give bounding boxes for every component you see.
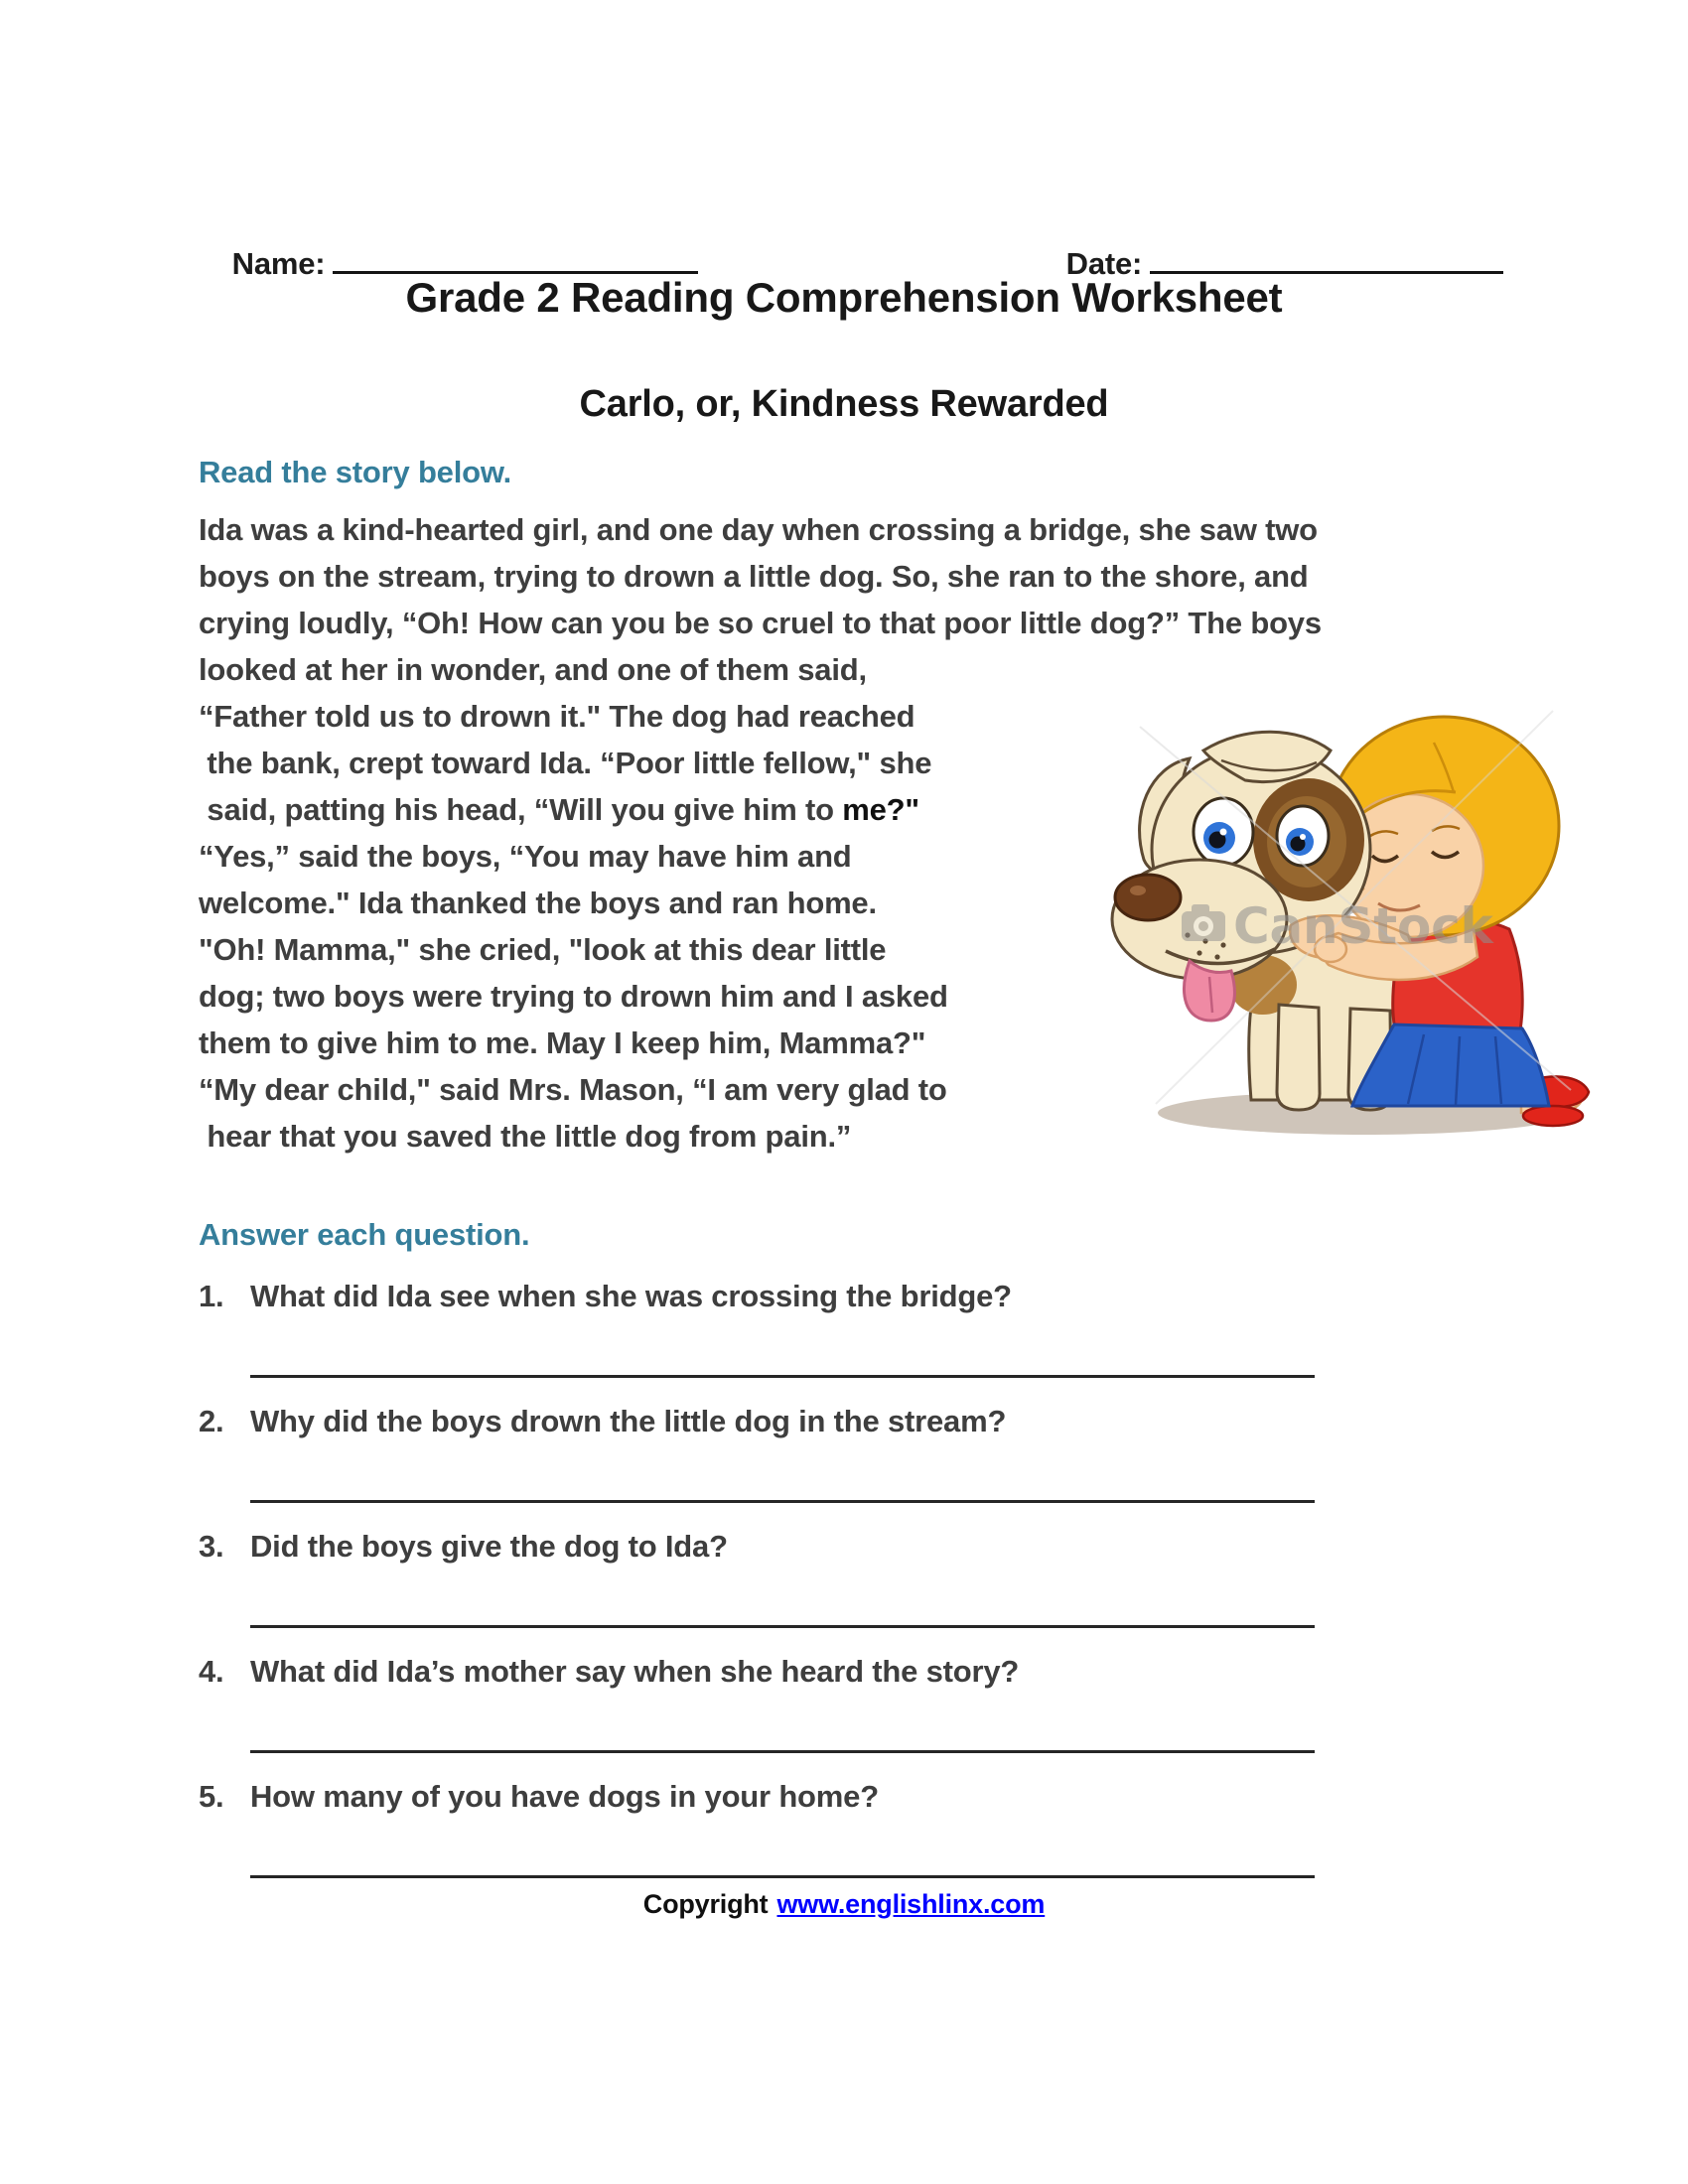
question-text: How many of you have dogs in your home? bbox=[250, 1779, 879, 1814]
story-line: “My dear child," said Mrs. Mason, “I am very glad to bbox=[199, 1072, 947, 1107]
question-item bbox=[199, 1521, 1499, 1646]
question-item bbox=[199, 1271, 1499, 1396]
question-number: 4. bbox=[199, 1654, 224, 1689]
copyright-label: Copyright bbox=[642, 1889, 769, 1919]
copyright-link[interactable]: www.englishlinx.com bbox=[776, 1889, 1046, 1919]
read-instruction: Read the story below. bbox=[199, 455, 512, 489]
question-item bbox=[199, 1646, 1499, 1771]
illustration-girl-hugging-dog bbox=[1104, 675, 1593, 1144]
question-number: 3. bbox=[199, 1529, 224, 1564]
question-item bbox=[199, 1771, 1499, 1896]
story-line: welcome." Ida thanked the boys and ran home. bbox=[199, 886, 877, 920]
girl-dog-clipart bbox=[1104, 675, 1593, 1144]
story-line: crying loudly, “Oh! How can you be so cruel to that poor little dog?” The boys bbox=[199, 606, 1322, 640]
story-line: hear that you saved the little dog from pain.” bbox=[199, 1119, 852, 1154]
story-line: the bank, crept toward Ida. “Poor little fellow," she bbox=[199, 746, 932, 780]
answer-instruction: Answer each question. bbox=[199, 1217, 530, 1252]
story-line: boys on the stream, trying to drown a little dog. So, she ran to the shore, and bbox=[199, 559, 1309, 594]
question-number: 2. bbox=[199, 1404, 224, 1438]
answer-blank-line bbox=[250, 1750, 1315, 1753]
questions-list bbox=[199, 1271, 1499, 1896]
question-text: What did Ida’s mother say when she heard the story? bbox=[250, 1654, 1020, 1689]
footer bbox=[0, 1889, 1688, 1920]
answer-blank-line bbox=[250, 1875, 1315, 1878]
question-text: Did the boys give the dog to Ida? bbox=[250, 1529, 728, 1564]
story-title: Carlo, or, Kindness Rewarded bbox=[579, 383, 1109, 425]
story-line: "Oh! Mamma," she cried, "look at this dear little bbox=[199, 932, 887, 967]
story-line: “Yes,” said the boys, “You may have him and bbox=[199, 839, 852, 874]
story-line: “Father told us to drown it." The dog had reached bbox=[199, 699, 915, 734]
name-blank-line bbox=[333, 240, 698, 274]
story-line: said, patting his head, “Will you give him to me?" bbox=[199, 792, 919, 827]
emphasized-word: me?" bbox=[842, 792, 919, 827]
date-label: Date: bbox=[1065, 246, 1143, 281]
question-text: What did Ida see when she was crossing the bridge? bbox=[250, 1279, 1012, 1313]
page-title: Grade 2 Reading Comprehension Worksheet bbox=[405, 274, 1283, 321]
story-line: looked at her in wonder, and one of them said, bbox=[199, 652, 867, 687]
question-number: 5. bbox=[199, 1779, 224, 1814]
answer-blank-line bbox=[250, 1625, 1315, 1628]
answer-blank-line bbox=[250, 1375, 1315, 1378]
story-line: dog; two boys were trying to drown him and I asked bbox=[199, 979, 948, 1014]
watermark-text: CanStock bbox=[1233, 897, 1493, 955]
question-item bbox=[199, 1396, 1499, 1521]
question-text: Why did the boys drown the little dog in the stream? bbox=[250, 1404, 1007, 1438]
answer-blank-line bbox=[250, 1500, 1315, 1503]
date-blank-line bbox=[1150, 240, 1503, 274]
question-number: 1. bbox=[199, 1279, 224, 1313]
story-line: them to give him to me. May I keep him, Mamma?" bbox=[199, 1025, 926, 1060]
name-label: Name: bbox=[231, 246, 326, 281]
story-line: Ida was a kind-hearted girl, and one day when crossing a bridge, she saw two bbox=[199, 512, 1318, 547]
